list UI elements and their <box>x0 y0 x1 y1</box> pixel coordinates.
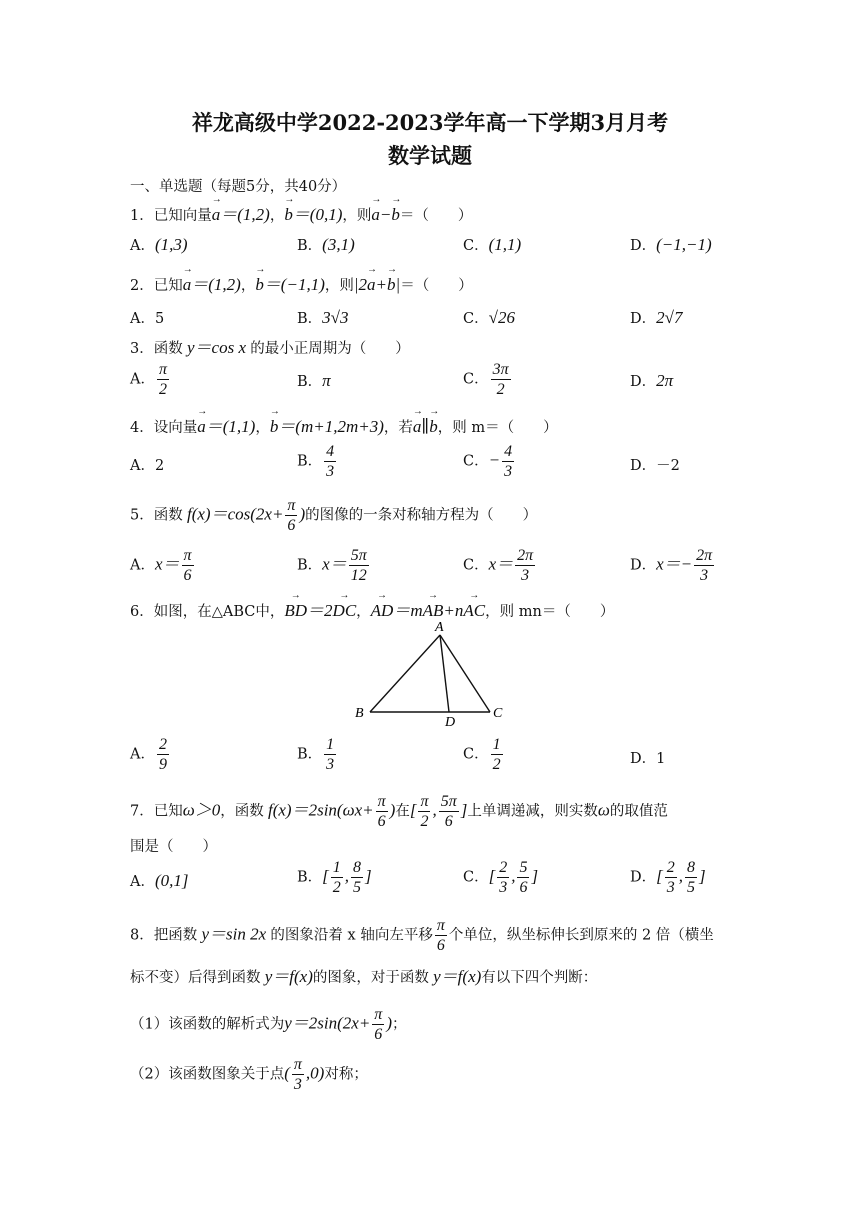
q1-option-a: A．(1,3) <box>130 235 188 254</box>
q7-option-c: C．[ $\frac{2}{3}$ , $\frac{5}{6}$ ] <box>463 859 539 896</box>
q3-option-c: C． $\frac{3\pi}{2}$ <box>463 361 509 398</box>
q3-option-d: D．2π <box>630 371 674 390</box>
q2-option-a: A．5 <box>130 311 165 327</box>
q8-statement-1: （1）该函数的解析式为y＝2sin(2x+ $\frac{\pi}{6}$ )； <box>130 1006 407 1043</box>
q5-option-b: B．x＝ $\frac{5\pi}{12}$ <box>297 547 367 584</box>
question-6: 6．如图，在△ABC中，→ BD＝2→ DC，→ AD＝m→ AB+n→ AC，则 mn＝（ ） <box>130 596 614 621</box>
q1-option-d: D．(−1,−1) <box>630 235 712 254</box>
q4-option-d: D．－2 <box>630 458 680 474</box>
exam-subtitle: 数学试题 <box>388 143 472 168</box>
q7-option-b: B．[ $\frac{1}{2}$ , $\frac{8}{5}$ ] <box>297 859 372 896</box>
q6-option-d: D．1 <box>630 751 666 767</box>
q2-option-b: B．3√3 <box>297 308 349 327</box>
q7-option-a: A．(0,1] <box>130 871 189 890</box>
q2-option-c: C．√26 <box>463 308 515 327</box>
q4-option-b: B． $\frac{4}{3}$ <box>297 443 335 480</box>
question-7: 7．已知ω＞0，函数 f(x)＝2sin(ωx+ $\frac{\pi}{6}$ )在[ $\frac{\pi}{2}$ , $\frac{5\pi}{6}$ ]上单调递减，则实数ω的取值范 <box>130 793 668 830</box>
question-3: 3．函数 y＝cos x 的最小正周期为（ ） <box>130 338 410 357</box>
q6-option-b: B． $\frac{1}{3}$ <box>297 736 335 773</box>
q3-option-b: B．π <box>297 371 331 390</box>
question-1: 1．已知向量→ a＝(1,2)，→ b＝(0,1)，则→ a−→ b＝（ ） <box>130 200 472 225</box>
q8-statement-2: （2）该函数图象关于点( $\frac{\pi}{3}$ ,0)对称； <box>130 1056 368 1093</box>
vertex-label-d: D <box>445 715 456 730</box>
math-expr: → a＝(1,2) <box>212 205 270 224</box>
q1-option-b: B．(3,1) <box>297 235 355 254</box>
question-7-cont: 围是（ ） <box>130 839 217 855</box>
triangle-figure <box>345 618 515 730</box>
vertex-label-a: A <box>435 620 444 635</box>
q7-option-d: D．[ $\frac{2}{3}$ , $\frac{8}{5}$ ] <box>630 859 706 896</box>
q5-option-d: D．x＝− $\frac{2\pi}{3}$ <box>630 547 713 584</box>
math-expr: → a−→ b <box>371 205 399 224</box>
vertex-label-b: B <box>355 706 364 721</box>
question-2: 2．已知→ a＝(1,2)，→ b＝(−1,1)，则|2→ a+→ b|＝（ ） <box>130 270 473 295</box>
q3-option-a: A． $\frac{\pi}{2}$ <box>130 361 167 398</box>
q1-option-c: C．(1,1) <box>463 235 522 254</box>
q5-option-a: A．x＝ $\frac{\pi}{6}$ <box>130 547 192 584</box>
q6-option-a: A． $\frac{2}{9}$ <box>130 736 167 773</box>
question-5: 5．函数 f(x)＝cos(2x+ $\frac{\pi}{6}$ )的图像的一条对称轴方程为（ ） <box>130 497 538 534</box>
exam-title: 祥龙高级中学2022-2023学年高一下学期3月月考 <box>191 110 669 135</box>
q6-option-c: C． $\frac{1}{2}$ <box>463 736 501 773</box>
question-4: 4．设向量→ a＝(1,1)，→ b＝(m+1,2m+3)，若→ a∥→ b，则 m＝（ ） <box>130 412 558 437</box>
q4-option-a: A．2 <box>130 458 165 474</box>
question-8-cont: 标不变）后得到函数 y＝f(x)的图象，对于函数 y＝f(x)有以下四个判断： <box>130 967 598 986</box>
vertex-label-c: C <box>493 706 503 721</box>
q4-option-c: C．− $\frac{4}{3}$ <box>463 443 513 480</box>
math-expr: → b＝(0,1) <box>284 205 342 224</box>
q2-option-d: D．2√7 <box>630 308 683 327</box>
question-8: 8．把函数 y＝sin 2x 的图象沿着 x 轴向左平移 $\frac{\pi}{6}$ 个单位，纵坐标伸长到原来的 2 倍（横坐 <box>130 917 714 954</box>
section-heading: 一、单选题（每题5分，共40分） <box>130 179 347 195</box>
q5-option-c: C．x＝ $\frac{2\pi}{3}$ <box>463 547 534 584</box>
